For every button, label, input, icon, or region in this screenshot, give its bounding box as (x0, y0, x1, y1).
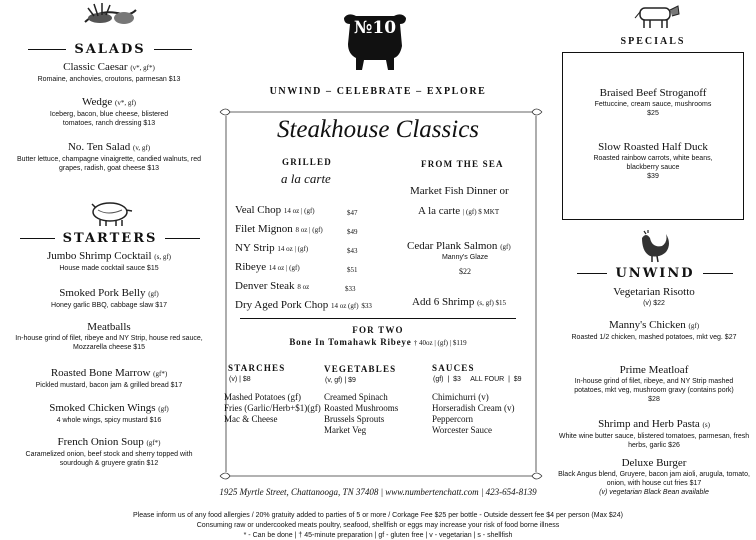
grilled-item: Denver Steak 8 oz (235, 280, 310, 292)
specials-box (562, 52, 744, 220)
starches-list: Mashed Potatoes (gf) Fries (Garlic/Herb+$1)(gf) Mac & Cheese (224, 392, 321, 424)
add-shrimp: Add 6 Shrimp (s, gf) $15 (412, 296, 507, 308)
cedar-price: $22 (459, 267, 471, 276)
grilled-price: $43 (347, 247, 358, 255)
starter-item: French Onion Soup (gf*) Caramelized onion, beef stock and sherry topped with sourdough & gruyere gratin $12 (25, 436, 193, 467)
sea-heading: FROM THE SEA (421, 159, 504, 169)
sauces-sub: (gf) | $3 ALL FOUR | $9 (433, 376, 522, 383)
grilled-subheading: a la carte (281, 171, 331, 186)
grilled-item: Dry Aged Pork Chop 14 oz (gf) $33 (235, 299, 372, 311)
starter-item: Smoked Pork Belly (gf) Honey garlic BBQ, cabbage slaw $17 (51, 287, 167, 309)
special-item: Slow Roasted Half Duck Roasted rainbow carrots, white beans, blackberry sauce $39 (593, 141, 713, 180)
footer-line-2: Consuming raw or undercooked meats poultry, seafood, shellfish or eggs may increase your risk of food borne illness (196, 522, 560, 529)
vegetables-heading: VEGETABLES (324, 364, 397, 374)
cow-illustration (632, 0, 682, 30)
specials-heading: SPECIALS (620, 36, 686, 47)
special-item: Braised Beef Stroganoff Fettuccine, cream sauce, mushrooms $25 (594, 87, 712, 117)
grilled-item: Veal Chop 14 oz | (gf) (235, 204, 315, 216)
for-two-heading: FOR TWO (352, 325, 404, 335)
starches-heading: STARCHES (228, 363, 286, 373)
vegetables-illustration (80, 0, 140, 30)
starters-heading: STARTERS (20, 231, 200, 246)
grilled-price: $47 (347, 209, 358, 217)
salad-item: Wedge (v*, gf) Iceberg, bacon, blue cheese, blistered tomatoes, ranch dressing $13 (49, 96, 169, 127)
unwind-item: Manny's Chicken (gf) Roasted 1/2 chicken, mashed potatoes, mkt veg. $27 (571, 319, 737, 341)
starter-item: Smoked Chicken Wings (gf) 4 whole wings, spicy mustard $16 (49, 402, 169, 424)
logo-text: №10 (353, 18, 397, 38)
bull-logo (340, 10, 410, 72)
vegetables-list: Creamed Spinach Roasted Mushrooms Brussels Sprouts Market Veg (324, 392, 399, 435)
unwind-item: Shrimp and Herb Pasta (s) White wine butter sauce, blistered tomatoes, parmesan, fresh herbs, garlic $26 (558, 418, 750, 449)
salads-heading: SALADS (20, 42, 200, 57)
cedar-salmon: Cedar Plank Salmon (gf) (407, 240, 511, 252)
starches-sub: (v) | $8 (229, 376, 251, 383)
unwind-item: Prime Meatloaf In-house grind of filet, ribeye, and NY Strip mashed potatoes, mkt veg, mushroom gravy (contains pork) $28 (574, 364, 734, 403)
grilled-price: $49 (347, 228, 358, 236)
vegetables-sub: (v, gf) | $9 (325, 377, 356, 384)
for-two-item: Bone In Tomahawk Ribeye † 40oz | (gf) | $119 (289, 337, 467, 347)
unwind-item: Vegetarian Risotto (v) $22 (613, 286, 695, 307)
starter-item: Meatballs In-house grind of filet, ribeye and NY Strip, house red sauce, Mozzarella cheese $15 (15, 321, 203, 351)
rooster-illustration (632, 230, 672, 264)
pig-illustration (86, 198, 136, 228)
sea-market: Market Fish Dinner or (410, 185, 509, 197)
sea-alacarte: A la carte | (gf) $ MKT (418, 205, 500, 217)
grilled-item: Ribeye 14 oz | (gf) (235, 261, 300, 273)
page-title: Steakhouse Classics (276, 116, 480, 143)
starter-item: Jumbo Shrimp Cocktail (s, gf) House made cocktail sauce $15 (47, 250, 171, 272)
tagline: UNWIND – CELEBRATE – EXPLORE (269, 86, 487, 97)
unwind-item: Deluxe Burger Black Angus blend, Gruyere, bacon jam aioli, arugula, tomato, onion, with house cut fries $17 (v) vegetarian Black Bean available (558, 457, 750, 496)
grilled-price: $33 (345, 285, 356, 293)
grilled-heading: GRILLED (282, 157, 332, 167)
sauces-heading: SAUCES (432, 363, 475, 373)
grilled-price: $51 (347, 266, 358, 274)
starter-item: Roasted Bone Marrow (gf*) Pickled mustard, bacon jam & grilled bread $17 (35, 367, 183, 389)
grilled-item: NY Strip 14 oz | (gf) (235, 242, 309, 254)
salad-item: Classic Caesar (v*, gf*) Romaine, anchovies, croutons, parmesan $13 (37, 61, 181, 83)
for-two-rule (240, 318, 516, 319)
footer-line-1: Please inform us of any food allergies / 20% gratuity added to parties of 5 or more / Corkage Fee $25 per bottle - Outside dessert fee $4 per person (Max $24) (133, 512, 623, 519)
address-line: 1925 Myrtle Street, Chattanooga, TN 37408 | www.numbertenchatt.com | 423-654-8139 (219, 487, 537, 497)
sauces-list: Chimichurri (v) Horseradish Cream (v) Peppercorn Worcester Sauce (432, 392, 515, 435)
unwind-heading: UNWIND (560, 266, 750, 281)
grilled-item: Filet Mignon 8 oz | (gf) (235, 223, 323, 235)
footer-line-3: * - Can be done | † 45-minute preparation | gf - gluten free | v - vegetarian | s - shellfish (243, 532, 513, 539)
salad-item: No. Ten Salad (v, gf) Butter lettuce, champagne vinaigrette, candied walnuts, red grapes, radish, goat cheese $13 (16, 141, 202, 172)
cedar-sub: Manny's Glaze (441, 254, 489, 261)
